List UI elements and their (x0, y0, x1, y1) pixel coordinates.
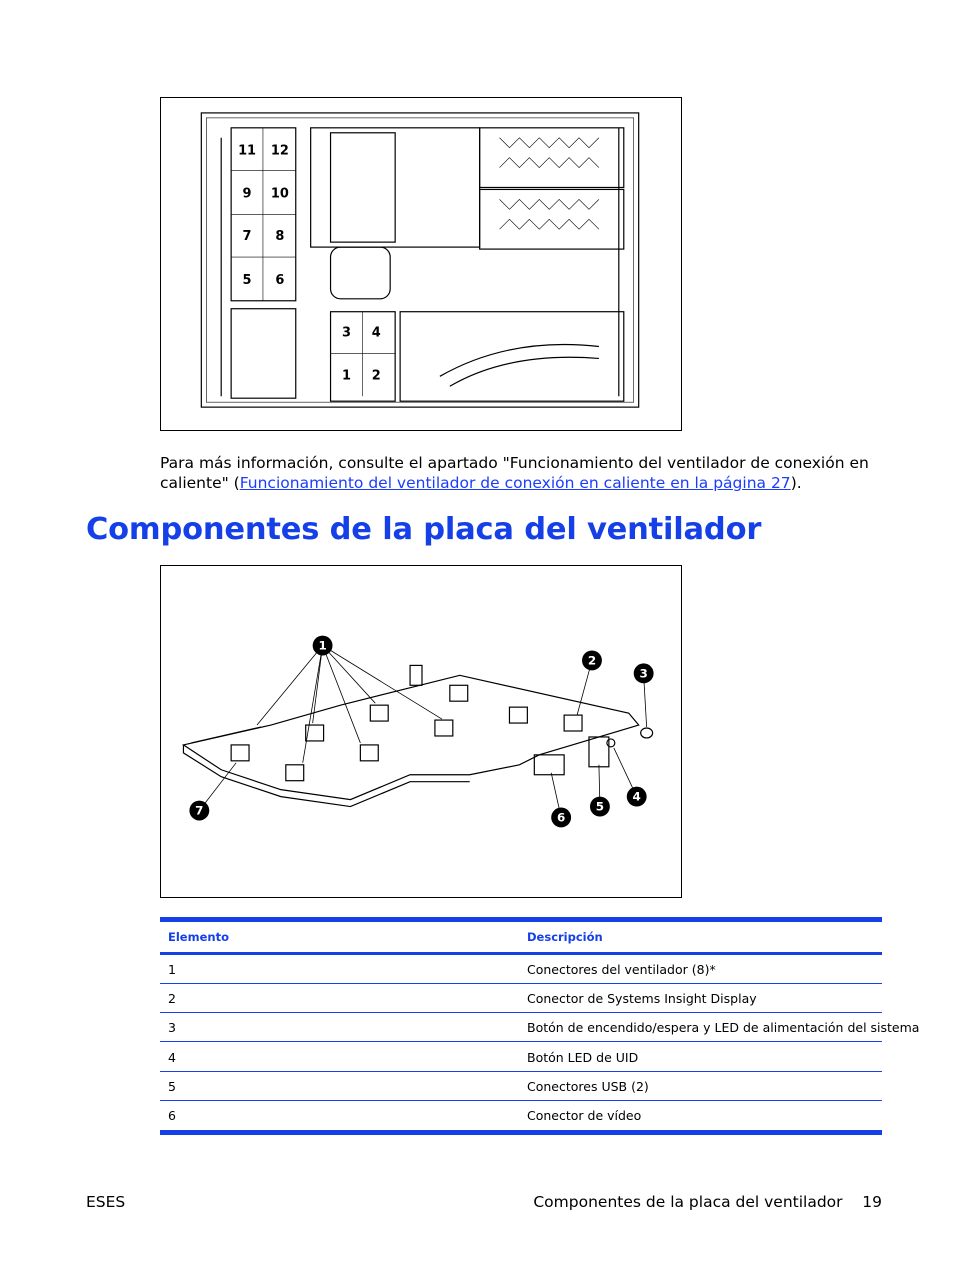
table-header-description: Descripción (527, 930, 603, 944)
fan-label: 6 (275, 272, 285, 288)
table-cell-description: Conector de vídeo (527, 1108, 642, 1123)
table-cell-item: 5 (168, 1079, 176, 1094)
fan-label: 10 (270, 186, 289, 202)
fan-label: 2 (371, 368, 381, 384)
footer-section-title: Componentes de la placa del ventilador (533, 1193, 843, 1211)
callout-label: 5 (595, 799, 605, 814)
fan-label: 8 (275, 229, 285, 245)
paragraph-text: Para más información, consulte el apartado "Funcionamiento del ventilador de conexión en caliente" ( (160, 454, 869, 492)
fan-label: 11 (238, 143, 257, 159)
table-row (160, 1072, 882, 1101)
table-cell-item: 3 (168, 1020, 176, 1035)
fan-board-diagram (160, 565, 682, 898)
fan-label: 12 (270, 143, 289, 159)
fan-label: 3 (341, 325, 351, 341)
fan-label: 5 (242, 272, 252, 288)
callout-label: 6 (557, 810, 566, 825)
page-number: 19 (862, 1193, 882, 1211)
fan-label: 9 (242, 186, 252, 202)
footer-right (533, 1192, 882, 1212)
fan-label: 1 (341, 368, 351, 384)
table-bottom-rule (160, 1130, 882, 1135)
table-cell-description: Conectores USB (2) (527, 1079, 649, 1094)
table-cell-item: 1 (168, 962, 176, 977)
fan-label: 4 (371, 325, 381, 341)
chassis-diagram-art (161, 98, 681, 430)
info-paragraph (160, 453, 880, 493)
table-cell-description: Conector de Systems Insight Display (527, 991, 757, 1006)
fan-board-diagram-art (161, 566, 681, 897)
callout-label: 2 (587, 653, 597, 668)
table-header-item: Elemento (168, 930, 229, 944)
table-cell-item: 2 (168, 991, 176, 1006)
table-row (160, 955, 882, 984)
table-row (160, 1043, 882, 1072)
table-cell-description: Botón LED de UID (527, 1050, 639, 1065)
footer-locale: ESES (86, 1193, 126, 1211)
table-cell-item: 4 (168, 1050, 176, 1065)
paragraph-text-end: ). (790, 474, 802, 492)
chassis-diagram (160, 97, 682, 431)
table-cell-description: Botón de encendido/espera y LED de alimentación del sistema (527, 1020, 920, 1035)
table-cell-item: 6 (168, 1108, 176, 1123)
table-cell-description: Conectores del ventilador (8)* (527, 962, 716, 977)
callout-label: 1 (318, 638, 327, 653)
table-header-row (160, 922, 882, 955)
section-title: Componentes de la placa del ventilador (86, 512, 762, 547)
page-link[interactable]: Funcionamiento del ventilador de conexión en caliente en la página 27 (239, 474, 791, 492)
table-row (160, 984, 882, 1013)
table-row (160, 1013, 920, 1042)
callout-label: 7 (195, 803, 204, 818)
callout-label: 4 (632, 789, 641, 804)
table-row (160, 1101, 882, 1130)
fan-label: 7 (242, 229, 252, 245)
callout-label: 3 (639, 666, 648, 681)
